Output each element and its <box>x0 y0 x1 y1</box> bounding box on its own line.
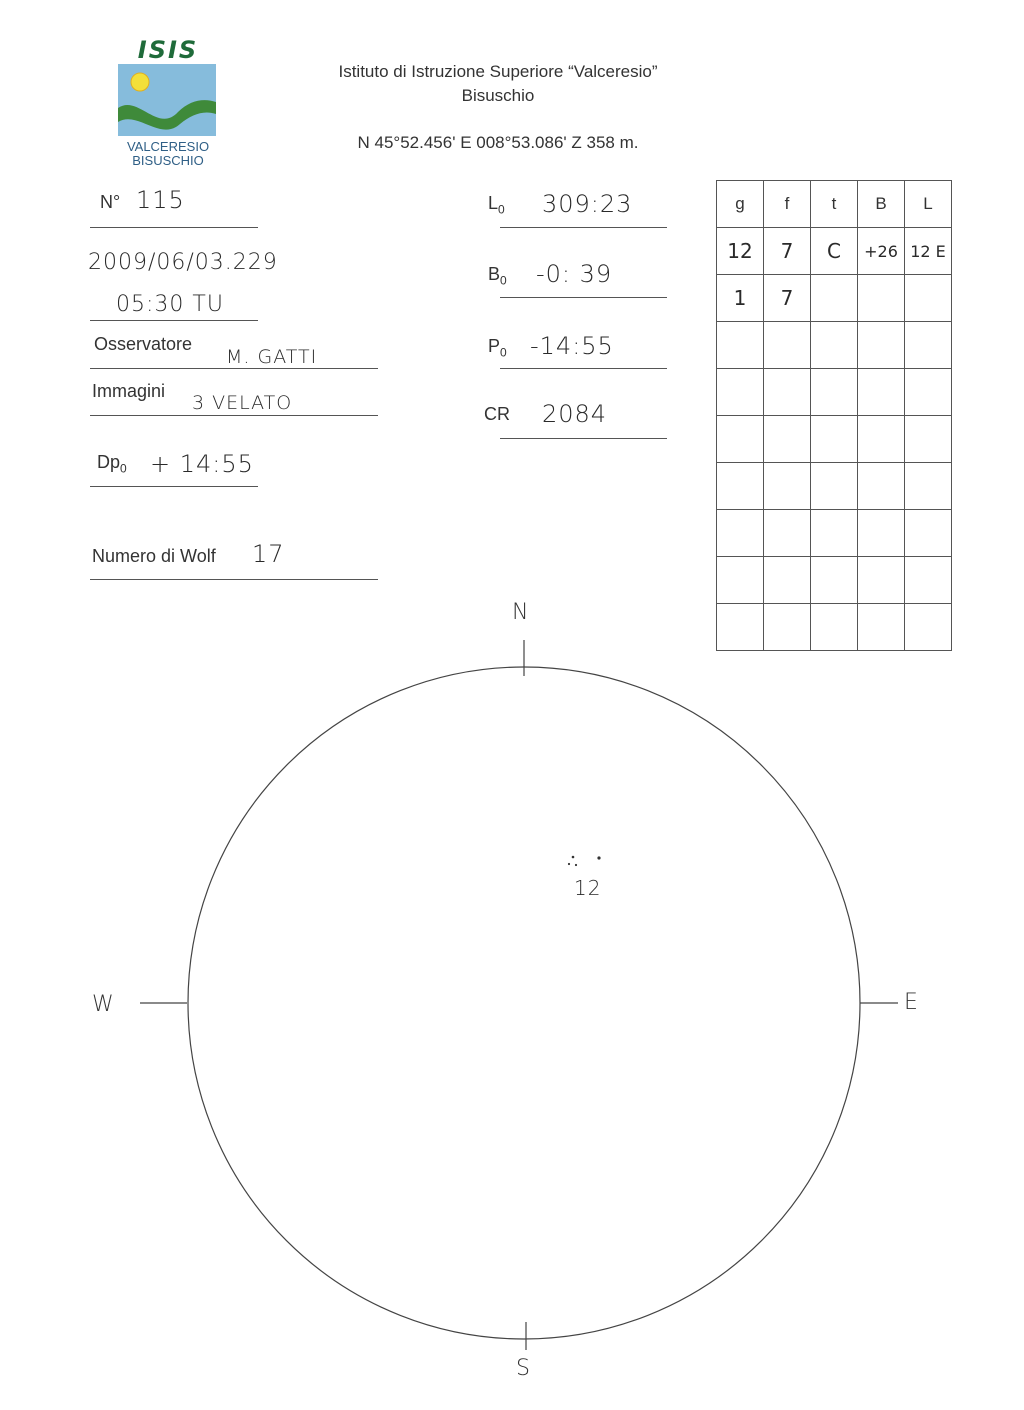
p0-label-subscript: 0 <box>500 345 507 360</box>
column-header-g: g <box>717 181 764 228</box>
time-value: 05:30 TU <box>116 292 224 317</box>
table-cell: 7 <box>764 275 811 322</box>
compass-north-label: N <box>512 600 529 625</box>
column-header-f: f <box>764 181 811 228</box>
institute-name: Istituto di Istruzione Superiore “Valceresio” <box>338 62 658 81</box>
observer-label: Osservatore <box>94 334 193 354</box>
b0-label-subscript: 0 <box>500 273 507 288</box>
sunspot-group-label: 12 <box>574 876 602 900</box>
number-value: 115 <box>136 186 185 214</box>
table-cell: 12 <box>717 228 764 275</box>
logo-wordmark: ISIS <box>137 36 199 64</box>
images-label: Immagini <box>92 381 166 401</box>
dp0-value: + 14:55 <box>150 450 254 478</box>
l0-value: 309:23 <box>542 190 633 218</box>
p0-label-text: P <box>488 336 501 356</box>
p0-value: -14:55 <box>530 332 614 360</box>
dp0-label-subscript: 0 <box>120 461 127 476</box>
carrington-rotation-label: CR <box>484 404 510 424</box>
table-cell: 1 <box>717 275 764 322</box>
dp0-label-text: Dp <box>97 452 121 472</box>
table-cell: +26 <box>858 228 905 275</box>
l0-label-text: L <box>488 193 499 213</box>
institute-town: Bisuschio <box>461 86 535 105</box>
compass-east-label: E <box>904 990 918 1015</box>
sunspot-group-marks <box>568 856 601 866</box>
compass-south-label: S <box>516 1356 530 1381</box>
table-cell: C <box>811 228 858 275</box>
date-value: 2009/06/03.229 <box>88 250 278 275</box>
images-value: 3 VELATO <box>192 392 293 414</box>
table-cell: 7 <box>764 228 811 275</box>
compass-west-label: W <box>92 992 114 1017</box>
l0-label-subscript: 0 <box>498 202 505 217</box>
sunspot-dot <box>568 863 570 865</box>
carrington-rotation-value: 2084 <box>542 400 608 428</box>
logo-caption-line1: VALCERESIO <box>126 139 210 154</box>
number-label: N° <box>100 192 121 212</box>
column-header-t: t <box>811 181 858 228</box>
wolf-number-value: 17 <box>252 540 285 568</box>
observatory-coordinates: N 45°52.456' E 008°53.086' Z 358 m. <box>357 133 639 152</box>
b0-label-text: B <box>488 264 501 284</box>
solar-disk-outline <box>188 667 860 1339</box>
sunspot-dot <box>572 856 575 859</box>
observer-value: M. GATTI <box>226 346 318 368</box>
sunspot-dot <box>597 856 600 859</box>
logo-caption-line2: BISUSCHIO <box>132 153 204 168</box>
table-cell: 12 E <box>905 228 952 275</box>
wolf-number-label: Numero di Wolf <box>92 546 216 566</box>
sunspot-dot <box>575 864 577 866</box>
column-header-b: B <box>858 181 905 228</box>
b0-value: -0: 39 <box>536 260 613 288</box>
column-header-l: L <box>905 181 952 228</box>
